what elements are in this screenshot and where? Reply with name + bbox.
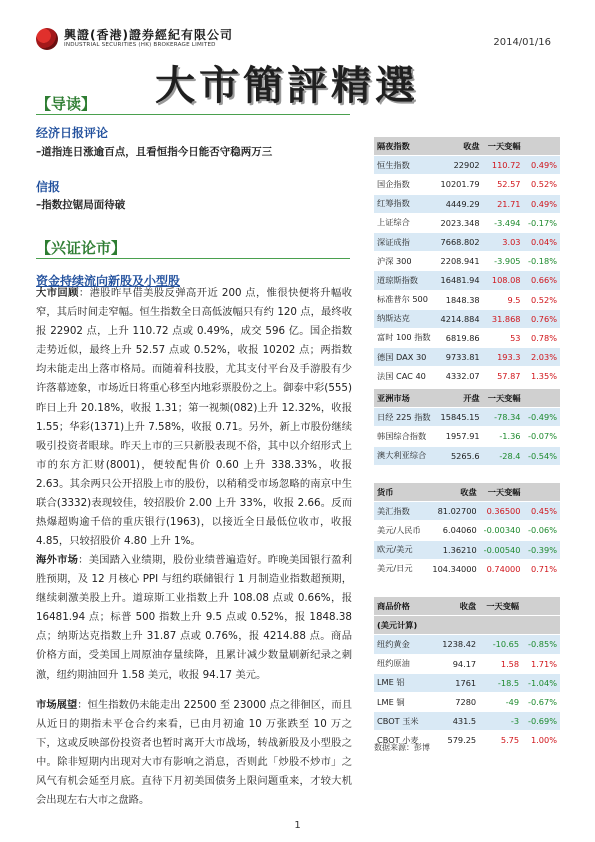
fx-table xyxy=(374,483,560,579)
row-close: 4332.07 xyxy=(436,367,483,386)
empty-cell xyxy=(433,616,479,635)
row-name: 红筹指数 xyxy=(374,194,436,213)
row-name: 德国 DAX 30 xyxy=(374,348,436,367)
table-row xyxy=(374,252,560,271)
row-change: 193.3 xyxy=(483,348,524,367)
row-change: -28.4 xyxy=(483,446,524,465)
page-number: 1 xyxy=(294,820,301,831)
row-name: 美元/人民币 xyxy=(374,521,429,540)
asia-markets-table xyxy=(374,389,560,466)
table-row xyxy=(374,559,560,578)
row-name: 纽约原油 xyxy=(374,654,433,673)
col-header: 收盘 xyxy=(429,483,479,502)
row-pct: -0.07% xyxy=(524,427,560,446)
table-row xyxy=(374,540,560,559)
table-row xyxy=(374,521,560,540)
row-change: 53 xyxy=(483,328,524,347)
table-header-row xyxy=(374,597,560,616)
row-close: 10201.79 xyxy=(436,175,483,194)
row-pct: -1.04% xyxy=(522,673,560,692)
row-pct: -0.39% xyxy=(523,540,560,559)
row-pct: 0.52% xyxy=(524,175,560,194)
table-header-row xyxy=(374,389,560,408)
guide-item-title-1: 经济日报评论 xyxy=(36,126,109,140)
table-row xyxy=(374,232,560,251)
guide-item-summary-1: –道指连日涨逾百点，且看恒指今日能否守稳两万三 xyxy=(36,146,273,158)
col-header: 一天变幅 xyxy=(480,483,524,502)
table-row xyxy=(374,328,560,347)
company-name-en: INDUSTRIAL SECURITIES (HK) BROKERAGE LIMITED xyxy=(64,42,216,48)
row-close: 4214.884 xyxy=(436,309,483,328)
col-header: 收盘 xyxy=(436,137,483,156)
row-pct: 0.78% xyxy=(524,328,560,347)
row-pct: -0.18% xyxy=(524,252,560,271)
row-close: 81.02700 xyxy=(429,502,479,521)
row-pct: 1.00% xyxy=(522,731,560,750)
row-change: 21.71 xyxy=(483,194,524,213)
row-change: 52.57 xyxy=(483,175,524,194)
col-header xyxy=(524,389,560,408)
company-logo xyxy=(36,26,266,56)
paragraph-market-review xyxy=(36,284,352,551)
paragraph-label: 海外市场 xyxy=(36,554,79,566)
row-change: -18.5 xyxy=(479,673,522,692)
paragraph-overseas-market xyxy=(36,551,352,685)
row-close: 6.04060 xyxy=(429,521,479,540)
col-header: 商品价格 xyxy=(374,597,433,616)
empty-cell xyxy=(522,616,560,635)
row-close: 104.34000 xyxy=(429,559,479,578)
row-name: LME 铝 xyxy=(374,673,433,692)
table-row xyxy=(374,502,560,521)
row-name: 富时 100 指数 xyxy=(374,328,436,347)
col-header: 隔夜指数 xyxy=(374,137,436,156)
table-row xyxy=(374,635,560,654)
row-name: 纳斯达克 xyxy=(374,309,436,328)
paragraph-text: ：美国踏入业绩期，股份业绩普遍造好。昨晚美国银行盈利胜预期，及 12 月核心 PPI 与纽约联储银行 1 月制造业指数超预期，继续刺激美股上升。道琼斯工业指数上升 108.08 点或 0.66%，报 16481.94 点；标普 500 指数上升 9.5 点或 0.52%，报 1848.38 点；纳斯达克指数上升 31.87 点或 0.76%，报 4214.88 点。商品价格方面，受美国上周原油存量续降，且累计减少数量刷新纪录之刺激，纽约期油回升 1.58 美元，收报 94.17 美元。 xyxy=(36,554,353,681)
table-row xyxy=(374,175,560,194)
row-change: 31.868 xyxy=(483,309,524,328)
row-close: 9733.81 xyxy=(436,348,483,367)
row-change: -10.65 xyxy=(479,635,522,654)
row-change: -0.00340 xyxy=(480,521,524,540)
row-pct: 0.66% xyxy=(524,271,560,290)
row-change: 0.36500 xyxy=(480,502,524,521)
row-change: -49 xyxy=(479,692,522,711)
col-header: 一天变幅 xyxy=(479,597,522,616)
article-title-link[interactable]: 资金持续流向新股及小型股 xyxy=(36,274,181,288)
row-change: -3 xyxy=(479,712,522,731)
guide-item-title-2: 信报 xyxy=(36,180,61,194)
table-header-row xyxy=(374,483,560,502)
table-row xyxy=(374,692,560,711)
table-row xyxy=(374,654,560,673)
commentary-heading: 【兴证论市】 xyxy=(36,239,127,257)
table-row xyxy=(374,213,560,232)
table-row xyxy=(374,271,560,290)
paragraph-text: ：港股昨早借美股反弹高开近 200 点，惟很快便将升幅收窄，其后时间走窄幅。恒生指数全日高低波幅只有约 120 点，最终收报 22902 点，上升 110.72 点或 0.49%，成交 596 亿。国企指数走势近似，最终上升 52.57 点或 0.52%，收报 10202 点；两指数均未能走出上落市格局。而随着科技股，尤其支付平台及手游股有少许落幕迹象，市场近日将重心移至内地彩票股份之上。御泰中彩(555)昨日上升 20.18%，收报 1.31；第一视频(082)上升 12.32%，收报 1.55；华彩(1371)上升 7.58%，收报 0.71。另外，新上市股份继续吸引投资者眼球。昨天上市的三只新股表现不俗，其中以介绍形式上市的东方汇财(8001)，便较配售价 0.60 上升 338.33%，收报 2.63。其余两只公开招股上市的股份，以稍稍受市场忽略的南京中生联合(3332)表现较佳，较招股价 2.00 上升 33%，收报 2.66。反而热爆超购逾千倍的重庆银行(1963)，以接近全日最低位收市，收报 4.85，只较招股价 4.80 上升 1%。 xyxy=(36,287,353,548)
row-change: -78.34 xyxy=(483,408,524,427)
row-name: 恒生指数 xyxy=(374,156,436,175)
table-row xyxy=(374,367,560,386)
row-close: 1.36210 xyxy=(429,540,479,559)
row-close: 7280 xyxy=(433,692,479,711)
row-pct: -0.49% xyxy=(524,408,560,427)
row-close: 1238.42 xyxy=(433,635,479,654)
paragraph-label: 大市回顾 xyxy=(36,287,79,299)
row-name: 纽约黄金 xyxy=(374,635,433,654)
row-name: 美元/日元 xyxy=(374,559,429,578)
row-pct: -0.85% xyxy=(522,635,560,654)
row-close: 5265.6 xyxy=(436,446,483,465)
col-subheader: (美元计算) xyxy=(374,616,433,635)
row-pct: -0.54% xyxy=(524,446,560,465)
commodities-table xyxy=(374,597,560,751)
row-change: -1.36 xyxy=(483,427,524,446)
row-name: 日经 225 指数 xyxy=(374,408,436,427)
logo-emblem-icon xyxy=(36,28,58,50)
empty-cell xyxy=(479,616,522,635)
row-close: 1761 xyxy=(433,673,479,692)
row-close: 4449.29 xyxy=(436,194,483,213)
row-close: 15845.15 xyxy=(436,408,483,427)
row-name: 上证综合 xyxy=(374,213,436,232)
row-change: 9.5 xyxy=(483,290,524,309)
row-pct: 0.04% xyxy=(524,232,560,251)
table-row xyxy=(374,290,560,309)
guide-item-summary-2: –指数拉锯局面待破 xyxy=(36,199,126,211)
row-change: 110.72 xyxy=(483,156,524,175)
row-pct: -0.67% xyxy=(522,692,560,711)
col-header: 收盘 xyxy=(433,597,479,616)
row-name: 澳大利亚综合 xyxy=(374,446,436,465)
row-close: 2208.941 xyxy=(436,252,483,271)
paragraph-text: ：恒生指数仍未能走出 22500 至 23000 点之徘徊区，而且从近日的期指未平仓合约来看，已由月初逾 10 万张跌至 10 万之下，这或反映部份投资者也暂时离开大市战场，转战新股及小型股之中。除非短期内出现对大市有影响之消息，否则此「炒股不炒市」之风气有机会延至月底。直待下月初美国债务上限问题重来，才较大机会出现左右大市之盘路。 xyxy=(36,699,353,807)
commentary-divider xyxy=(36,258,350,259)
table-row xyxy=(374,348,560,367)
row-name: 标准普尔 500 xyxy=(374,290,436,309)
row-name: 美汇指数 xyxy=(374,502,429,521)
table-row xyxy=(374,712,560,731)
company-name-cn: 興證(香港)證券經紀有限公司 xyxy=(64,28,233,42)
row-pct: -0.17% xyxy=(524,213,560,232)
table-row xyxy=(374,156,560,175)
row-pct: 0.71% xyxy=(523,559,560,578)
row-name: 法国 CAC 40 xyxy=(374,367,436,386)
row-pct: 0.76% xyxy=(524,309,560,328)
row-name: 深证成指 xyxy=(374,232,436,251)
guide-divider xyxy=(36,114,350,115)
row-close: 1848.38 xyxy=(436,290,483,309)
col-header: 亚洲市场 xyxy=(374,389,436,408)
paragraph-label: 市场展望 xyxy=(36,699,78,711)
row-close: 1957.91 xyxy=(436,427,483,446)
row-pct: 0.52% xyxy=(524,290,560,309)
col-header xyxy=(522,597,560,616)
row-name: CBOT 小麦 xyxy=(374,731,433,750)
row-name: 道琼斯指数 xyxy=(374,271,436,290)
row-close: 579.25 xyxy=(433,731,479,750)
table-header-row xyxy=(374,137,560,156)
row-change: 108.08 xyxy=(483,271,524,290)
page-title: 大市簡評精選 xyxy=(155,62,419,109)
row-close: 16481.94 xyxy=(436,271,483,290)
row-pct: 0.49% xyxy=(524,194,560,213)
row-name: 韩国综合指数 xyxy=(374,427,436,446)
row-close: 94.17 xyxy=(433,654,479,673)
col-header: 一天变幅 xyxy=(483,389,524,408)
row-change: -0.00540 xyxy=(480,540,524,559)
table-subheader-row xyxy=(374,616,560,635)
table-row xyxy=(374,446,560,465)
row-pct: 0.45% xyxy=(523,502,560,521)
row-close: 6819.86 xyxy=(436,328,483,347)
col-header: 开盘 xyxy=(436,389,483,408)
row-name: 沪深 300 xyxy=(374,252,436,271)
row-name: 欧元/美元 xyxy=(374,540,429,559)
table-row xyxy=(374,427,560,446)
row-pct: -0.06% xyxy=(523,521,560,540)
row-change: -3.494 xyxy=(483,213,524,232)
row-name: CBOT 玉米 xyxy=(374,712,433,731)
row-pct: 1.35% xyxy=(524,367,560,386)
row-close: 431.5 xyxy=(433,712,479,731)
row-change: 0.74000 xyxy=(480,559,524,578)
row-change: -3.905 xyxy=(483,252,524,271)
row-pct: 2.03% xyxy=(524,348,560,367)
data-source-note: 数据来源：彭博 xyxy=(374,743,430,752)
row-close: 22902 xyxy=(436,156,483,175)
row-name: LME 铜 xyxy=(374,692,433,711)
row-name: 国企指数 xyxy=(374,175,436,194)
overnight-indices-table xyxy=(374,137,560,386)
row-close: 7668.802 xyxy=(436,232,483,251)
paragraph-outlook xyxy=(36,696,352,811)
row-change: 1.58 xyxy=(479,654,522,673)
col-header xyxy=(523,483,560,502)
col-header: 货币 xyxy=(374,483,429,502)
row-change: 3.03 xyxy=(483,232,524,251)
table-row xyxy=(374,194,560,213)
table-row xyxy=(374,309,560,328)
col-header xyxy=(524,137,560,156)
row-pct: 1.71% xyxy=(522,654,560,673)
row-pct: 0.49% xyxy=(524,156,560,175)
row-change: 57.87 xyxy=(483,367,524,386)
row-change: 5.75 xyxy=(479,731,522,750)
guide-heading: 【导读】 xyxy=(36,95,97,113)
col-header: 一天变幅 xyxy=(483,137,524,156)
row-close: 2023.348 xyxy=(436,213,483,232)
table-row xyxy=(374,673,560,692)
report-date: 2014/01/16 xyxy=(493,37,551,48)
row-pct: -0.69% xyxy=(522,712,560,731)
table-row xyxy=(374,408,560,427)
